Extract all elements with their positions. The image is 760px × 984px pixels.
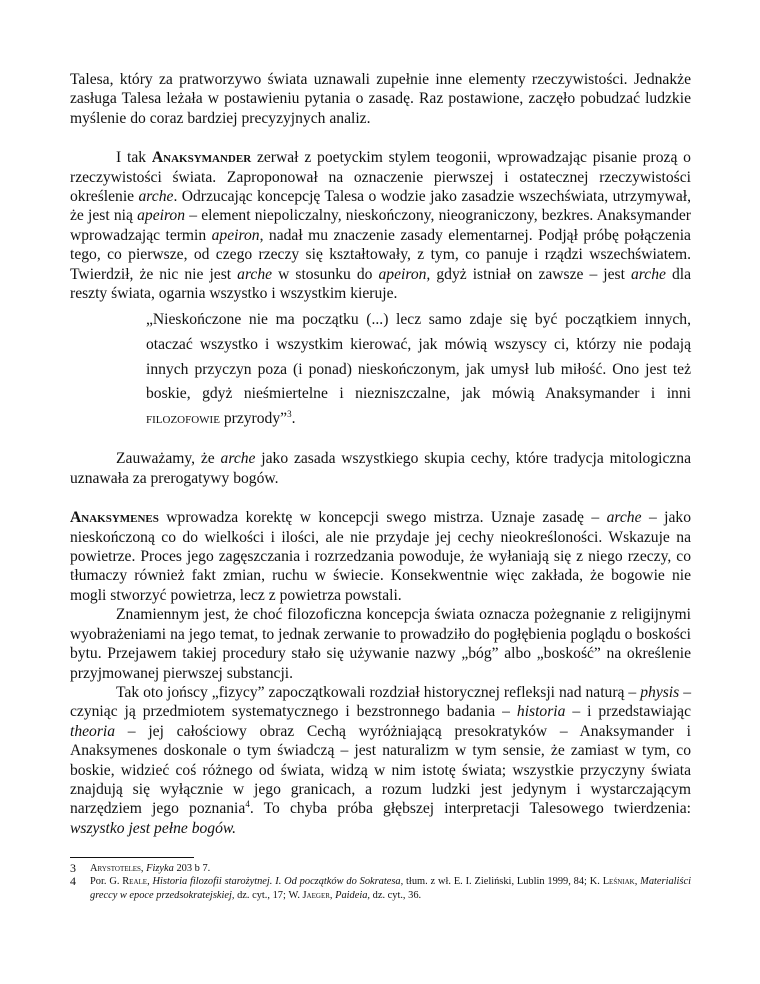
p2-t5: w stosunku do: [278, 265, 373, 283]
footnote-ref-4[interactable]: 4: [245, 799, 250, 810]
fn4-title3: Paideia,: [335, 889, 371, 901]
p2-arche3: arche: [631, 265, 666, 283]
p4-arche: arche: [606, 509, 642, 527]
p4-name: Anaksymenes: [70, 509, 159, 527]
p6-historia: historia: [516, 703, 566, 721]
fn4-mid1: tłum. z wł. E. I. Zieliński, Lublin 1999, 84;: [406, 876, 587, 888]
p3-t2: jako zasada wszystkiego skupia cechy, które tradycja mitologiczna uznawała za prerogatywy bogów.: [70, 450, 692, 487]
paragraph-6: [70, 683, 691, 838]
quote-text: „Nieskończone nie ma początku (...) lecz samo zdaje się być początkiem innych, otaczać wszystko i wszystkim kierować, jak mówią wszyscy ci, którzy nie podają innych przyczyn poza (i ponad) nieskończonym, jak umysł lub miłość. Ono jest też boskie, gdyż nieśmiertelne i niezniszczalne, jak mówią Anaksymander i inni: [146, 311, 691, 403]
p6-t3: – i przedstawiając: [572, 703, 691, 721]
p2-t7: dla reszty świata, ogarnia wszystko i wszystkim kieruje.: [70, 265, 692, 303]
block-quote: [146, 308, 691, 431]
footnote-4: [70, 875, 691, 902]
footnote-number: 3: [70, 861, 76, 875]
fn3-title: Fizyka: [146, 863, 174, 874]
footnote-3: [70, 862, 691, 875]
quote-tail: przyrody”: [223, 409, 288, 427]
quote-caps: filozofowie: [146, 409, 220, 427]
footnote-text: [90, 875, 691, 902]
p6-t5: . To chyba próba głębszej interpretacji Talesowego twierdzenia:: [249, 800, 691, 818]
fn4-por: Por.: [90, 876, 107, 888]
p6-theoria: theoria: [70, 722, 116, 740]
p2-arche1: arche: [138, 188, 174, 206]
fn4-title2: Materialiści greccy w epoce przedsokratejskiej,: [90, 876, 691, 901]
p3-t1: Zauważamy, że: [116, 450, 215, 468]
p6-quote: wszystko jest pełne bogów.: [70, 819, 237, 837]
fn4-mid2: dz. cyt., 17;: [237, 889, 286, 901]
p2-t3: – element niepoliczalny, nieskończony, nieograniczony, bezkres. Anaksymander wprowadzając termin: [70, 207, 691, 244]
p3-arche: arche: [220, 450, 256, 468]
paragraph-5: Znamiennym jest, że choć filozoficzna koncepcja świata oznacza pożegnanie z religijnymi wyobrażeniami na jego temat, to jednak zerwanie to prowadziło do pogłębienia poglądu o boskości bytu. Przejawem takiej procedury stało się używanie nazwy „bóg” albo „boskość” na określenie przyjmowanej pierwszej substancji.: [70, 606, 691, 682]
fn4-mid3: dz. cyt., 36.: [372, 889, 422, 901]
fn3-rest: 203 b 7.: [176, 863, 211, 874]
p2-lead: I tak: [116, 149, 147, 167]
paragraph-2: [70, 148, 691, 303]
p2-t1: zerwał z poetyckim stylem teogonii, wprowadzając pisanie prozą o rzeczywistości świata. Zaproponował na oznaczenie pierwszej i ostatecznej rzeczywistości określenie: [70, 149, 691, 206]
p2-name: Anaksymander: [151, 149, 252, 167]
p6-t1: Tak oto jońscy „fizycy” zapoczątkowali rozdział historycznej refleksji nad naturą –: [116, 683, 637, 701]
footnote-text: [90, 862, 691, 875]
fn4-author1: G. Reale,: [109, 876, 150, 888]
paragraph-1: Talesa, który za pratworzywo świata uznawali zupełnie inne elementy rzeczywistości. Jednakże zasługa Talesa leżała w postawieniu pytania o zasadę. Raz postawione, zaczęło pobudzać ludzkie myślenie do coraz bardziej precyzyjnych analiz.: [70, 71, 691, 127]
p2-apeiron2: apeiron: [211, 226, 260, 244]
p6-t2: – czyniąc ją przedmiotem systematycznego i bezstronnego badania –: [70, 683, 691, 721]
p4-t1: wprowadza korektę w koncepcji swego mistrza. Uznaje zasadę –: [166, 509, 600, 527]
footnote-separator: [70, 857, 194, 858]
p2-apeiron3: apeiron,: [378, 265, 431, 283]
footnote-ref-3[interactable]: 3: [287, 408, 292, 419]
paragraph-3: [70, 449, 691, 488]
fn4-title1: Historia filozofii starożytnej. I. Od początków do Sokratesa,: [152, 876, 404, 888]
fn3-author: Arystoteles,: [90, 863, 144, 874]
p4-t2: – jako nieskończoną co do wielkości i ilości, ale nie przydaje jej cechy nieokreśloności. Wskazuje na powietrze. Proces jego zagęszczania i rozrzedzania powoduje, że wyłaniają się z niego rzeczy, co tłumaczy również fakt zmian, ruchu w świecie. Konsekwentnie więc zakłada, że bogowie nie mogli stworzyć powietrza, lecz z powietrza powstali.: [70, 509, 691, 604]
p2-apeiron1: apeiron: [137, 207, 186, 225]
footnotes: [70, 862, 691, 902]
footnote-number: 4: [70, 874, 76, 889]
p2-arche2: arche: [237, 265, 273, 283]
fn4-author3: W. Jaeger,: [288, 889, 333, 901]
paragraph-4: [70, 508, 691, 605]
p6-physis: physis: [640, 683, 680, 701]
p2-t4: , nadał mu znaczenie zasady elementarnej. Podjął próbę połączenia tego, co pierwsze, od czego rzeczy się kształtowały, z tym, co panuje i rządzi wszechświatem. Twierdził, że nic nie jest: [70, 226, 691, 283]
document-body: [70, 70, 691, 838]
p2-t6: gdyż istniał on zawsze – jest: [436, 265, 625, 283]
p6-t4: – jej całościowy obraz Cechą wyróżniającą presokratyków – Anaksymander i Anaksymenes doskonale o tym świadczą – jest naturalizm w tym sensie, że zamiast w tym, co boskie, widzieć coś różnego od świata, widzą w nim istotę świata; wszystkie przyczyny świata znajdują się wyłącznie w jego granicach, a rozum ludzki jest jedynym i wystarczającym narzędziem jego poznania: [70, 722, 691, 818]
fn4-author2: K. Leśniak,: [589, 876, 638, 888]
quote-end: .: [291, 409, 296, 427]
p2-t2: . Odrzucając koncepcję Talesa o wodzie jako zasadzie wszechświata, utrzymywał, że jest nią: [70, 188, 691, 225]
